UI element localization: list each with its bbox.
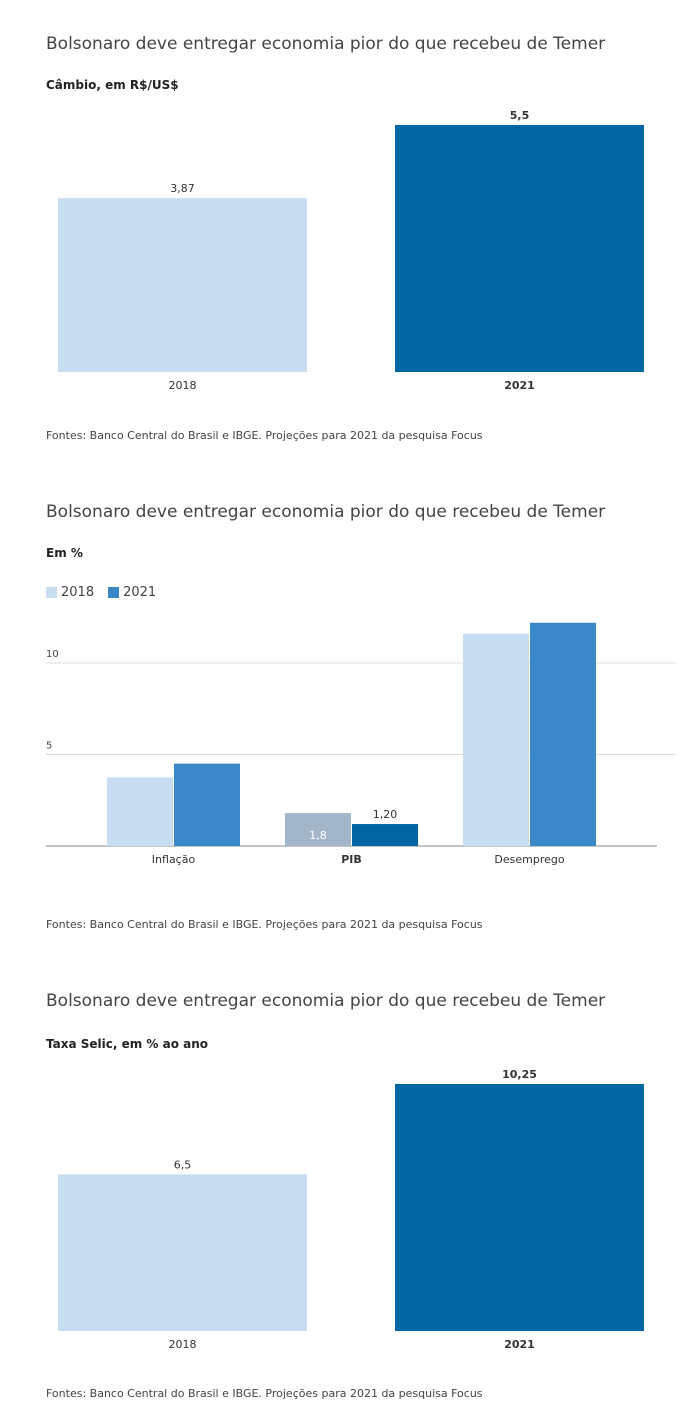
chart-source: Fontes: Banco Central do Brasil e IBGE. Projeções para 2021 da pesquisa Focus xyxy=(46,429,483,442)
chart-source: Fontes: Banco Central do Brasil e IBGE. Projeções para 2021 da pesquisa Focus xyxy=(46,918,483,931)
y-tick-label: 5 xyxy=(46,740,53,752)
chart-subtitle: Câmbio, em R$/US$ xyxy=(46,78,179,92)
y-tick-label: 10 xyxy=(46,649,59,660)
legend-label: 2021 xyxy=(123,585,157,600)
chart-title: Bolsonaro deve entregar economia pior do que recebeu de Temer xyxy=(46,991,606,1011)
legend-label: 2018 xyxy=(61,585,95,600)
bar-2018 xyxy=(58,1174,307,1331)
x-tick-label: 2018 xyxy=(168,379,197,392)
data-label: 1,20 xyxy=(372,808,398,822)
data-label: 5,5 xyxy=(509,109,530,122)
x-tick-label: 2021 xyxy=(504,1338,535,1351)
x-tick-label: 2018 xyxy=(168,1338,197,1351)
bar-2021 xyxy=(395,1084,644,1331)
data-label: 3,87 xyxy=(170,182,195,196)
chart-subtitle: Taxa Selic, em % ao ano xyxy=(46,1037,209,1051)
data-label: 6,5 xyxy=(173,1158,192,1172)
chart-subtitle: Em % xyxy=(46,546,83,560)
x-tick-label: 2021 xyxy=(504,379,535,392)
chart-title: Bolsonaro deve entregar economia pior do que recebeu de Temer xyxy=(46,502,606,522)
data-label: 10,25 xyxy=(502,1068,537,1081)
chart-source: Fontes: Banco Central do Brasil e IBGE. Projeções para 2021 da pesquisa Focus xyxy=(46,1387,483,1400)
x-tick-label: Desemprego xyxy=(494,853,565,866)
data-label: 1,8 xyxy=(309,829,327,842)
x-tick-label: Inflação xyxy=(151,853,196,866)
x-tick-label: PIB xyxy=(341,853,362,866)
chart-title: Bolsonaro deve entregar economia pior do que recebeu de Temer xyxy=(46,34,606,54)
